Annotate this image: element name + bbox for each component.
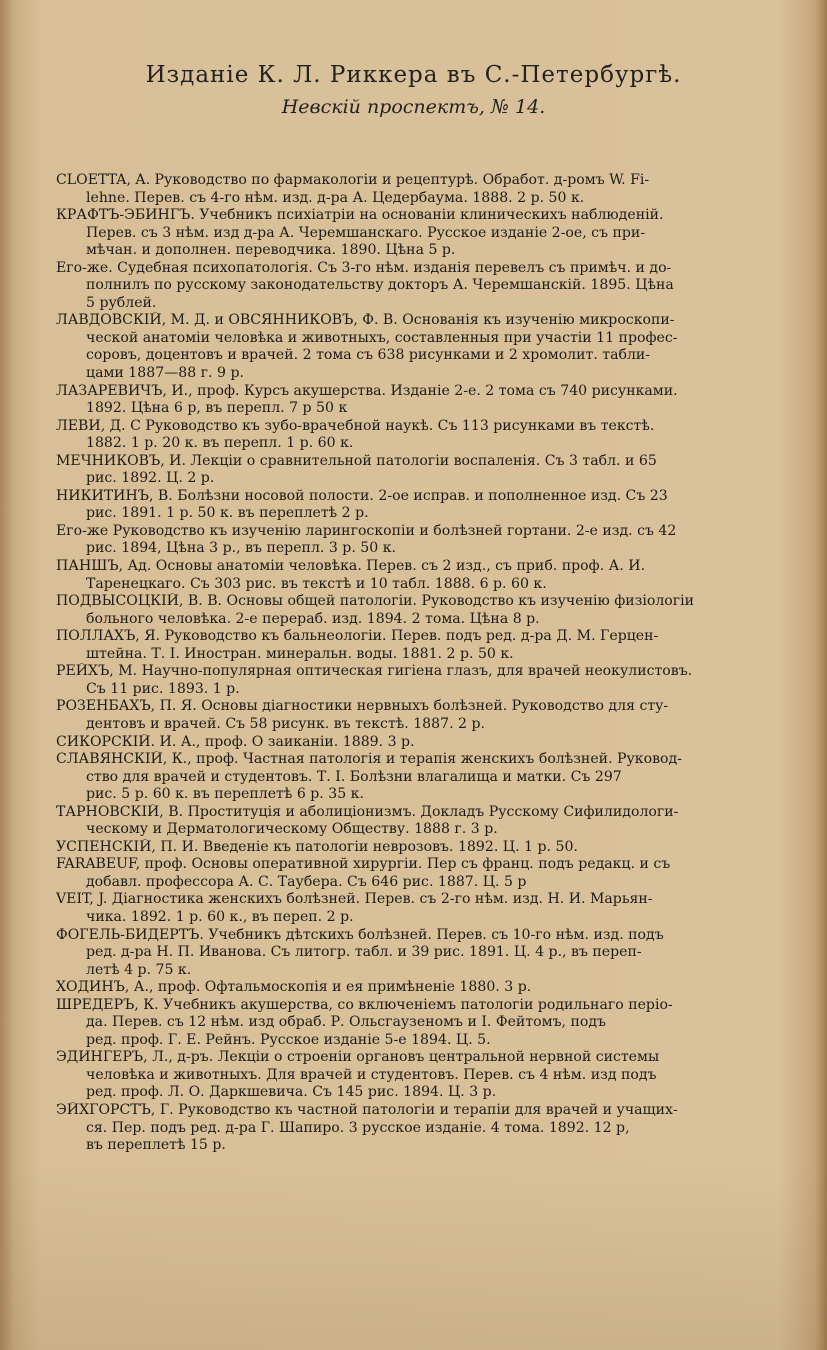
entry-continuation-line: мѣчан. и дополнен. переводчика. 1890. Цѣна 5 р. bbox=[86, 242, 456, 259]
entry-first-line: VEIT, J. Діагностика женскихъ болѣзней. Перев. съ 2-го нѣм. изд. Н. И. Марьян- bbox=[56, 891, 653, 908]
book-entry bbox=[56, 312, 791, 382]
entry-continuation-line: рис. 1894, Цѣна 3 р., въ перепл. 3 р. 50 к. bbox=[86, 540, 396, 557]
entry-first-line: ТАРНОВСКІЙ, В. Проституція и аболиціонизмъ. Докладъ Русскому Сифилидологи- bbox=[56, 803, 679, 820]
entry-continuation-line: ческому и Дерматологическому Обществу. 1888 г. 3 р. bbox=[86, 821, 498, 838]
entry-continuation-line: lehne. Перев. съ 4-го нѣм. изд. д-ра А. Цедербаума. 1888. 2 р. 50 к. bbox=[86, 189, 585, 206]
entry-continuation-line: летѣ 4 р. 75 к. bbox=[86, 961, 192, 978]
book-entry bbox=[56, 663, 791, 698]
entry-continuation-line: чика. 1892. 1 р. 60 к., въ переп. 2 р. bbox=[86, 908, 354, 925]
entry-continuation-line: да. Перев. съ 12 нѣм. изд обраб. Р. Ольсгаузеномъ и І. Фейтомъ, подъ bbox=[86, 1014, 607, 1031]
publisher-title: Изданіе К. Л. Риккера въ С.-Петербургѣ. bbox=[145, 62, 682, 88]
entry-first-line: FARABEUF, проф. Основы оперативной хирургіи. Пер съ франц. подъ редакц. и съ bbox=[56, 856, 671, 873]
entry-continuation-line: рис. 5 р. 60 к. въ переплетѣ 6 р. 35 к. bbox=[86, 786, 364, 803]
book-entry bbox=[56, 418, 791, 453]
book-entry bbox=[56, 839, 791, 857]
book-entry bbox=[56, 558, 791, 593]
entry-first-line: МЕЧНИКОВЪ, И. Лекціи о сравнительной патологіи воспаленія. Съ 3 табл. и 65 bbox=[56, 452, 657, 469]
entry-continuation-line: ред. проф. Л. О. Даркшевича. Съ 145 рис. 1894. Ц. 3 р. bbox=[86, 1084, 497, 1101]
entry-first-line: Его-же Руководство къ изученію ларингоскопіи и болѣзней гортани. 2-е изд. съ 42 bbox=[56, 522, 677, 539]
book-entry bbox=[56, 891, 791, 926]
entry-first-line: ЭЙХГОРСТЪ, Г. Руководство къ частной патологіи и терапіи для врачей и учащих- bbox=[56, 1101, 678, 1118]
book-entry bbox=[56, 383, 791, 418]
entry-continuation-line: Таренецкаго. Съ 303 рис. въ текстѣ и 10 табл. 1888. 6 р. 60 к. bbox=[86, 575, 547, 592]
entry-first-line: КРАФТЪ-ЭБИНГЪ. Учебникъ психіатріи на основаніи клиническихъ наблюденій. bbox=[56, 207, 664, 224]
entry-first-line: CLOETTA, A. Руководство по фармакологіи и рецептурѣ. Обработ. д-ромъ W. Fi- bbox=[56, 172, 650, 188]
entry-first-line: ЛАЗАРЕВИЧЪ, И., проф. Курсъ акушерства. Изданіе 2-е. 2 тома съ 740 рисунками. bbox=[56, 382, 678, 399]
entry-first-line: ЭДИНГЕРЪ, Л., д-ръ. Лекціи о строеніи органовъ центральной нервной системы bbox=[56, 1049, 660, 1066]
book-entry bbox=[56, 1049, 791, 1102]
entry-first-line: РЕЙХЪ, М. Научно-популярная оптическая гигіена глазъ, для врачей неокулистовъ. bbox=[56, 663, 693, 680]
entry-first-line: ХОДИНЪ, А., проф. Офтальмоскопія и ея примѣненіе 1880. 3 р. bbox=[56, 979, 532, 996]
book-entry bbox=[56, 207, 791, 260]
book-entry bbox=[56, 172, 791, 207]
entry-continuation-line: человѣка и животныхъ. Для врачей и студентовъ. Перев. съ 4 нѣм. изд подъ bbox=[86, 1066, 657, 1083]
book-entry bbox=[56, 927, 791, 980]
entry-continuation-line: соровъ, доцентовъ и врачей. 2 тома съ 638 рисунками и 2 хромолит. табли- bbox=[86, 347, 651, 364]
book-entry bbox=[56, 734, 791, 752]
entry-continuation-line: ред. д-ра Н. П. Иванова. Съ литогр. табл. и 39 рис. 1891. Ц. 4 р., въ переп- bbox=[86, 944, 642, 961]
entry-continuation-line: полнилъ по русскому законодательству докторъ А. Черемшанскій. 1895. Цѣна bbox=[86, 277, 674, 294]
book-entry bbox=[56, 979, 791, 997]
entry-continuation-line: дентовъ и врачей. Съ 58 рисунк. въ текстѣ. 1887. 2 р. bbox=[86, 715, 485, 732]
entry-first-line: НИКИТИНЪ, В. Болѣзни носовой полости. 2-ое исправ. и пополненное изд. Съ 23 bbox=[56, 487, 668, 504]
entry-continuation-line: 1892. Цѣна 6 р, въ перепл. 7 р 50 к bbox=[86, 400, 348, 417]
book-entry bbox=[56, 997, 791, 1050]
entry-continuation-line: Перев. съ 3 нѣм. изд д-ра А. Черемшанскаго. Русское изданіе 2-ое, съ при- bbox=[86, 224, 646, 241]
entry-continuation-line: штейна. Т. I. Иностран. минеральн. воды. 1881. 2 р. 50 к. bbox=[86, 645, 514, 662]
entry-first-line: ПОДВЫСОЦКІЙ, В. В. Основы общей патологіи. Руководство къ изученію физіологіи bbox=[56, 593, 695, 610]
entry-continuation-line: добавл. профессора А. С. Таубера. Съ 646 рис. 1887. Ц. 5 р bbox=[86, 873, 527, 890]
entry-continuation-line: цами 1887—88 г. 9 р. bbox=[86, 365, 244, 382]
entry-continuation-line: больного человѣка. 2-е перераб. изд. 1894. 2 тома. Цѣна 8 р. bbox=[86, 610, 540, 627]
entry-first-line: СИКОРСКІЙ. И. А., проф. О заиканіи. 1889. 3 р. bbox=[56, 733, 415, 750]
book-entry bbox=[56, 698, 791, 733]
entry-first-line: РОЗЕНБАХЪ, П. Я. Основы діагностики нервныхъ болѣзней. Руководство для сту- bbox=[56, 698, 669, 715]
entry-first-line: ФОГЕЛЬ-БИДЕРТЪ. Учебникъ дѣтскихъ болѣзней. Перев. съ 10-го нѣм. изд. подъ bbox=[56, 926, 664, 943]
entry-continuation-line: ред. проф. Г. Е. Рейнъ. Русское изданіе 5-е 1894. Ц. 5. bbox=[86, 1031, 491, 1048]
entry-continuation-line: рис. 1892. Ц. 2 р. bbox=[86, 470, 215, 487]
entry-first-line: ПАНШЪ, Ад. Основы анатоміи человѣка. Перев. съ 2 изд., съ приб. проф. А. И. bbox=[56, 558, 646, 575]
book-entry bbox=[56, 260, 791, 313]
entry-continuation-line: 1882. 1 р. 20 к. въ перепл. 1 р. 60 к. bbox=[86, 435, 354, 452]
entry-continuation-line: Съ 11 рис. 1893. 1 р. bbox=[86, 680, 240, 697]
entry-first-line: Его-же. Судебная психопатологія. Съ 3-го нѣм. изданія перевелъ съ примѣч. и до- bbox=[56, 259, 672, 276]
book-entry bbox=[56, 751, 791, 804]
entry-continuation-line: ся. Пер. подъ ред. д-ра Г. Шапиро. 3 русское изданіе. 4 тома. 1892. 12 р, bbox=[86, 1119, 630, 1136]
entry-first-line: ЛАВДОВСКІЙ, М. Д. и ОВСЯННИКОВЪ, Ф. В. Основанія къ изученію микроскопи- bbox=[56, 312, 675, 329]
book-entry bbox=[56, 1102, 791, 1155]
book-entry bbox=[56, 523, 791, 558]
entry-continuation-line: въ переплетѣ 15 р. bbox=[86, 1137, 226, 1154]
book-entry bbox=[56, 804, 791, 839]
entry-first-line: СЛАВЯНСКІЙ, К., проф. Частная патологія и терапія женскихъ болѣзней. Руковод- bbox=[56, 751, 682, 768]
book-entry bbox=[56, 593, 791, 628]
entry-first-line: УСПЕНСКІЙ, П. И. Введеніе къ патологіи неврозовъ. 1892. Ц. 1 р. 50. bbox=[56, 838, 578, 855]
publisher-address: Невскій проспектъ, № 14. bbox=[281, 96, 546, 118]
book-entry bbox=[56, 453, 791, 488]
book-list bbox=[56, 172, 791, 1155]
book-entry bbox=[56, 856, 791, 891]
entry-continuation-line: 5 рублей. bbox=[86, 294, 157, 311]
entry-continuation-line: ство для врачей и студентовъ. Т. I. Болѣзни влагалища и матки. Съ 297 bbox=[86, 768, 622, 785]
entry-first-line: ПОЛЛАХЪ, Я. Руководство къ бальнеологіи. Перев. подъ ред. д-ра Д. М. Герцен- bbox=[56, 628, 659, 645]
entry-continuation-line: рис. 1891. 1 р. 50 к. въ переплетѣ 2 р. bbox=[86, 505, 369, 522]
book-entry bbox=[56, 628, 791, 663]
entry-first-line: ШРЕДЕРЪ, К. Учебникъ акушерства, со включеніемъ патологіи родильнаго періо- bbox=[56, 996, 673, 1013]
book-entry bbox=[56, 488, 791, 523]
entry-first-line: ЛЕВИ, Д. С Руководство къ зубо-врачебной наукѣ. Съ 113 рисунками въ текстѣ. bbox=[56, 417, 655, 434]
entry-continuation-line: ческой анатоміи человѣка и животныхъ, составленныя при участіи 11 профес- bbox=[86, 329, 678, 346]
